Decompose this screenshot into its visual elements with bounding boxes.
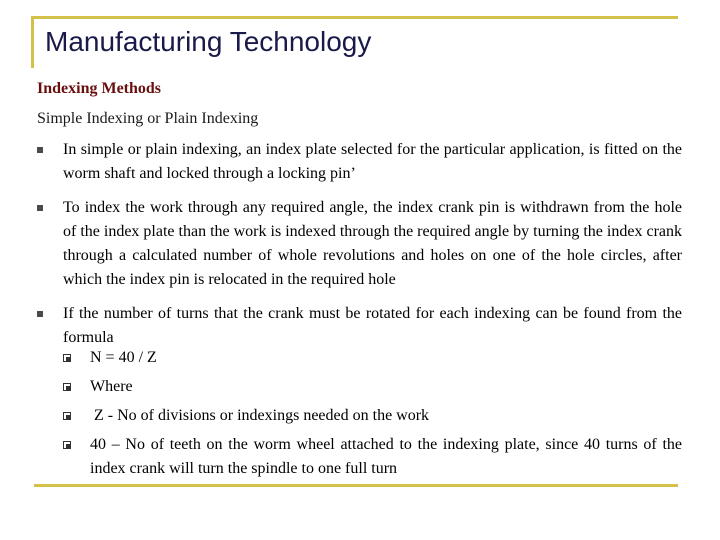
section-heading: Indexing Methods	[37, 80, 162, 97]
bullet-item	[37, 196, 682, 292]
hollow-square-bullet-icon	[63, 441, 71, 449]
sub-bullet-text: N = 40 / Z	[90, 349, 157, 366]
bullet-list	[37, 138, 682, 360]
bullet-item	[37, 302, 682, 350]
slide-title: Manufacturing Technology	[45, 26, 372, 57]
sub-bullet-item	[63, 346, 682, 370]
bullet-text: To index the work through any required angle, the index crank pin is withdrawn from the hole of the index plate than the work is indexed through the required angle by turning the index crank through a calculated number of whole revolutions and holes on one of the hole circles, after which the index pin is relocated in the required hole	[63, 199, 682, 288]
sub-bullet-text: 40 – No of teeth on the worm wheel attached to the indexing plate, since 40 turns of the index crank will turn the spindle to one full turn	[90, 436, 682, 477]
hollow-square-bullet-icon	[63, 354, 71, 362]
sub-bullet-text: Z - No of divisions or indexings needed on the work	[90, 407, 430, 424]
sub-bullet-item	[63, 404, 682, 428]
section-subheading: Simple Indexing or Plain Indexing	[37, 110, 259, 127]
bullet-item	[37, 138, 682, 186]
hollow-square-bullet-icon	[63, 412, 71, 420]
sub-bullet-text: Where	[90, 378, 133, 395]
bullet-text: In simple or plain indexing, an index plate selected for the particular application, is fitted on the worm shaft and locked through a locking pin’	[63, 141, 682, 182]
sub-bullet-item	[63, 433, 682, 481]
square-bullet-icon	[37, 205, 43, 211]
sub-bullet-item	[63, 375, 682, 399]
left-accent-rule	[31, 16, 34, 68]
hollow-square-bullet-icon	[63, 383, 71, 391]
sub-bullet-list	[63, 346, 682, 486]
bullet-text: If the number of turns that the crank must be rotated for each indexing can be found from the formula	[63, 305, 682, 346]
square-bullet-icon	[37, 147, 43, 153]
top-accent-rule	[34, 16, 678, 19]
square-bullet-icon	[37, 311, 43, 317]
